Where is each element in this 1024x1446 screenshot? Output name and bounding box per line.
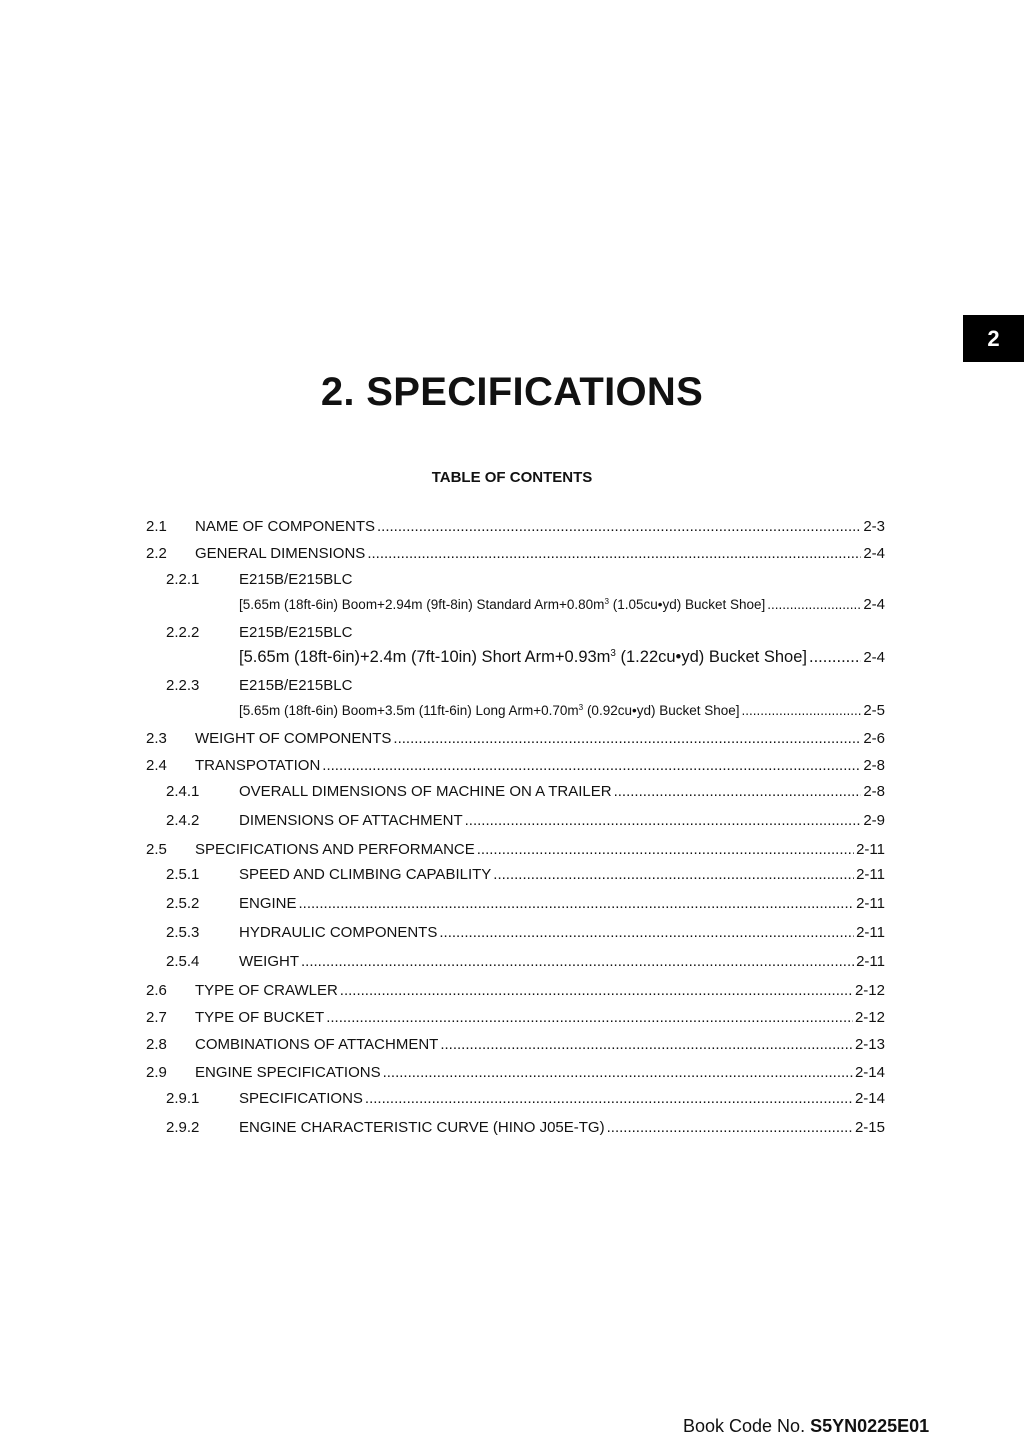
toc-number: 2.1 (146, 518, 167, 535)
toc-label: WEIGHT (239, 953, 299, 970)
toc-number: 2.8 (146, 1036, 167, 1053)
toc-page: 2-4 (863, 545, 885, 562)
toc-number: 2.7 (146, 1009, 167, 1026)
toc-label: TYPE OF BUCKET (195, 1009, 325, 1026)
toc-label: ENGINE SPECIFICATIONS (195, 1064, 381, 1081)
toc-entry-2-6[interactable] (0, 981, 1024, 1001)
toc-label: COMBINATIONS OF ATTACHMENT (195, 1036, 439, 1053)
dot-leader (493, 865, 854, 885)
dot-leader (767, 595, 861, 615)
toc-page: 2-4 (863, 649, 885, 666)
toc-number: 2.9.2 (166, 1119, 200, 1136)
toc-entry-2-9-1[interactable] (0, 1089, 1024, 1109)
toc-number: 2.3 (146, 730, 167, 747)
toc-page: 2-14 (854, 1090, 885, 1107)
toc-description-row (239, 647, 885, 668)
toc-page: 2-11 (856, 953, 885, 970)
toc-page: 2-15 (854, 1119, 885, 1136)
dot-leader (614, 782, 862, 802)
dot-leader (326, 1008, 853, 1028)
toc-entry-2-4[interactable] (0, 756, 1024, 776)
toc-entry-2-5-1[interactable] (0, 865, 1024, 885)
toc-number: 2.5.1 (166, 866, 200, 883)
toc-number: 2.2.2 (166, 624, 200, 641)
dot-leader (301, 952, 854, 972)
toc-entry-2-2-2[interactable] (0, 623, 1024, 673)
toc-page: 2-11 (856, 841, 885, 858)
toc-label: SPEED AND CLIMBING CAPABILITY (239, 866, 492, 883)
book-code (683, 1416, 929, 1437)
toc-entry-2-2-1[interactable] (0, 570, 1024, 618)
toc-description-row (239, 701, 885, 721)
toc-model: E215B/E215BLC (239, 677, 353, 694)
dot-leader (393, 729, 861, 749)
toc-number: 2.5.2 (166, 895, 200, 912)
dot-leader (299, 894, 855, 914)
toc-page: 2-12 (854, 982, 885, 999)
toc-page: 2-8 (863, 757, 885, 774)
dot-leader (377, 517, 861, 537)
toc-label: SPECIFICATIONS (239, 1090, 363, 1107)
toc-label: SPECIFICATIONS AND PERFORMANCE (195, 841, 475, 858)
toc-entry-2-9-2[interactable] (0, 1118, 1024, 1138)
toc-number: 2.4.2 (166, 812, 200, 829)
toc-label: HYDRAULIC COMPONENTS (239, 924, 438, 941)
toc-entry-2-5-3[interactable] (0, 923, 1024, 943)
toc-entry-2-4-1[interactable] (0, 782, 1024, 802)
toc-description: [5.65m (18ft-6in)+2.4m (7ft-10in) Short $Arm+0.93m^3$ (1.22cu•yd) Bucket Shoe] (239, 648, 807, 666)
toc-entry-2-7[interactable] (0, 1008, 1024, 1028)
dot-leader (383, 1063, 853, 1083)
toc-description-row (239, 595, 885, 615)
toc-label: WEIGHT OF COMPONENTS (195, 730, 392, 747)
toc-page: 2-4 (863, 596, 885, 613)
toc-page: 2-6 (863, 730, 885, 747)
toc-page: 2-13 (854, 1036, 885, 1053)
page-title: 2. SPECIFICATIONS (320, 370, 704, 414)
toc-page: 2-14 (854, 1064, 885, 1081)
toc-number: 2.4 (146, 757, 167, 774)
toc-label: DIMENSIONS OF ATTACHMENT (239, 812, 463, 829)
toc-entry-2-5-2[interactable] (0, 894, 1024, 914)
toc-entry-2-4-2[interactable] (0, 811, 1024, 831)
toc-number: 2.9.1 (166, 1090, 200, 1107)
toc-label: NAME OF COMPONENTS (195, 518, 376, 535)
toc-label: OVERALL DIMENSIONS OF MACHINE ON A TRAILER (239, 783, 612, 800)
book-code-prefix: Book Code No. (683, 1416, 806, 1436)
toc-model: E215B/E215BLC (239, 571, 353, 588)
toc-number: 2.5.3 (166, 924, 200, 941)
dot-leader (477, 840, 854, 860)
toc-page: 2-5 (863, 702, 885, 719)
toc-page: 2-11 (856, 895, 885, 912)
toc-page: 2-11 (856, 866, 885, 883)
toc-description: [5.65m (18ft-6in) Boom+2.94m (9ft-8in) Standard $Arm+0.80m^3$ (1.05cu•yd) Bucket Shoe] (239, 597, 766, 612)
toc-page: 2-8 (863, 783, 885, 800)
dot-leader (809, 647, 861, 667)
toc-entry-2-2-3[interactable] (0, 676, 1024, 724)
toc-page: 2-12 (854, 1009, 885, 1026)
dot-leader (439, 923, 854, 943)
toc-heading: TABLE OF CONTENTS (431, 469, 593, 486)
dot-leader (465, 811, 862, 831)
dot-leader (607, 1118, 853, 1138)
toc-label: TRANSPOTATION (195, 757, 321, 774)
toc-entry-2-5[interactable] (0, 840, 1024, 860)
toc-number: 2.2 (146, 545, 167, 562)
toc-page: 2-3 (863, 518, 885, 535)
toc-number: 2.2.3 (166, 677, 200, 694)
toc-number: 2.6 (146, 982, 167, 999)
toc-label: ENGINE (239, 895, 297, 912)
toc-entry-2-3[interactable] (0, 729, 1024, 749)
dot-leader (340, 981, 853, 1001)
dot-leader (365, 1089, 853, 1109)
toc-page: 2-9 (863, 812, 885, 829)
chapter-tab[interactable]: 2 (963, 315, 1024, 362)
toc-page: 2-11 (856, 924, 885, 941)
dot-leader (742, 701, 862, 721)
dot-leader (322, 756, 861, 776)
toc-model: E215B/E215BLC (239, 624, 353, 641)
toc-entry-2-9[interactable] (0, 1063, 1024, 1083)
toc-entry-2-5-4[interactable] (0, 952, 1024, 972)
dot-leader (367, 544, 861, 564)
toc-number: 2.2.1 (166, 571, 200, 588)
toc-label: GENERAL DIMENSIONS (195, 545, 366, 562)
toc-description: [5.65m (18ft-6in) Boom+3.5m (11ft-6in) Long $Arm+0.70m^3$ (0.92cu•yd) Bucket Shoe] (239, 703, 740, 718)
toc-entry-2-8[interactable] (0, 1035, 1024, 1055)
dot-leader (440, 1035, 853, 1055)
toc-number: 2.5.4 (166, 953, 200, 970)
toc-label: TYPE OF CRAWLER (195, 982, 338, 999)
book-code-value: S5YN0225E01 (810, 1416, 930, 1436)
toc-number: 2.5 (146, 841, 167, 858)
toc-label: ENGINE CHARACTERISTIC CURVE (HINO J05E-TG) (239, 1119, 605, 1136)
toc-number: 2.4.1 (166, 783, 200, 800)
toc-number: 2.9 (146, 1064, 167, 1081)
toc-entry-2-1[interactable] (0, 517, 1024, 537)
toc-entry-2-2[interactable] (0, 544, 1024, 564)
